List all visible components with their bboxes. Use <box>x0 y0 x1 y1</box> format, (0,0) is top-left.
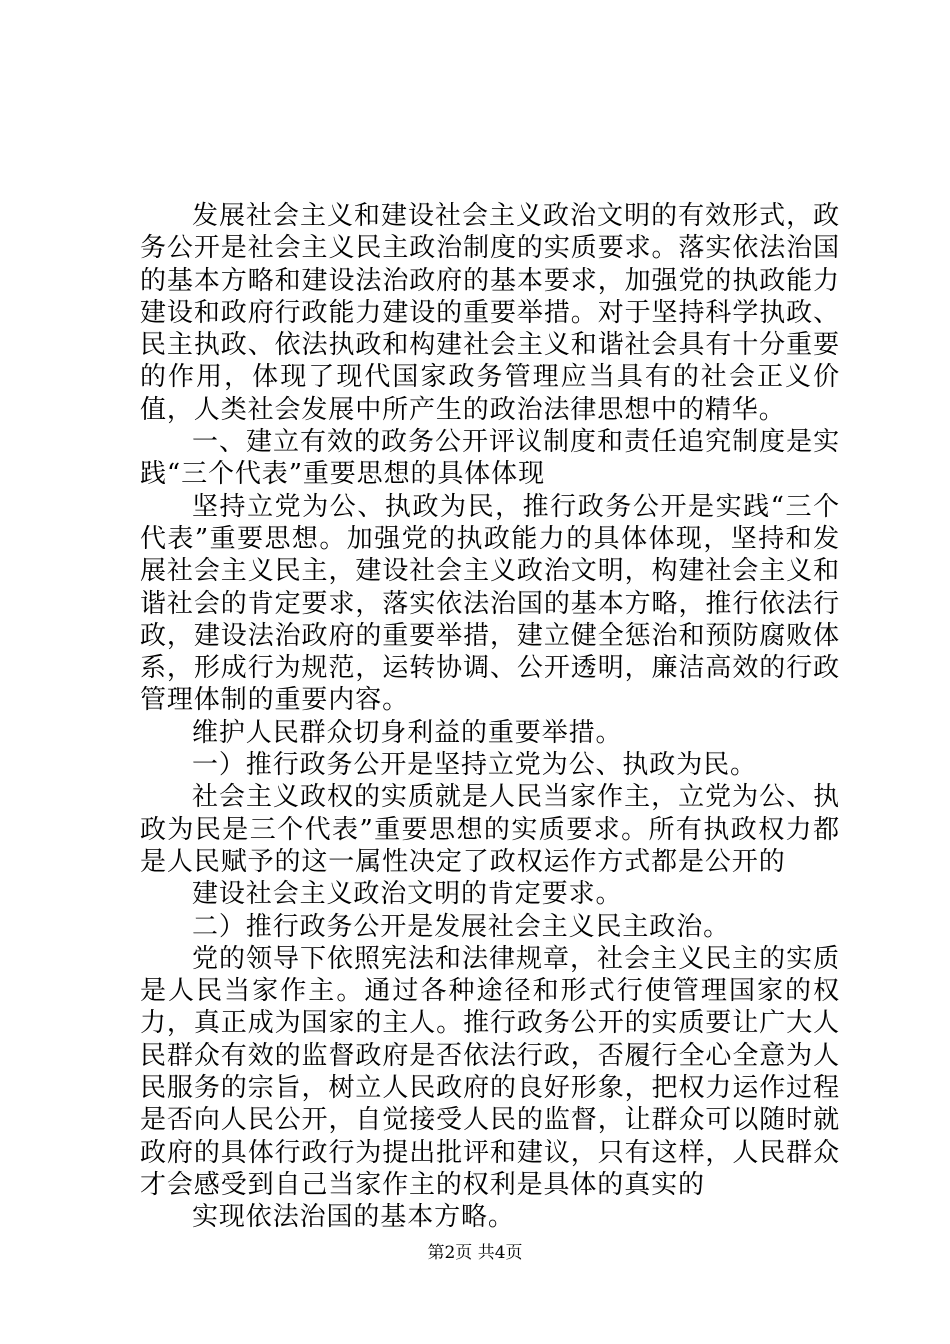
paragraph-2: 坚持立党为公、执政为民，推行政务公开是实践“三个代表”重要思想。加强党的执政能力的具体体现，坚持和发展社会主义民主，建设社会主义政治文明，构建社会主义和谐社会的肯定要求，落实依法治国的基本方略，推行依法行政，建设法治政府的重要举措，建立健全惩治和预防腐败体系，形成行为规范，运转协调、公开透明，廉洁高效的行政管理体制的重要内容。 <box>140 491 840 716</box>
subsection-heading-2: 二）推行政务公开是发展社会主义民主政治。 <box>192 911 731 942</box>
section-heading-1: 一、建立有效的政务公开评议制度和责任追究制度是实践“三个代表”重要思想的具体体现 <box>140 427 840 490</box>
page-footer: 第2页 共4页 <box>427 1243 523 1263</box>
paragraph-3: 维护人民群众切身利益的重要举措。 <box>192 717 623 748</box>
document-body <box>140 200 840 1234</box>
paragraph-6: 党的领导下依照宪法和法律规章，社会主义民主的实质是人民当家作主。通过各种途径和形式行使管理国家的权力，真正成为国家的主人。推行政务公开的实质要让广大人民群众有效的监督政府是否依法行政，否履行全心全意为人民服务的宗旨，树立人民政府的良好形象，把权力运作过程是否向人民公开，自觉接受人民的监督，让群众可以随时就政府的具体行政行为提出批评和建议，只有这样，人民群众才会感受到自己当家作主的权利是具体的真实的 <box>140 943 840 1200</box>
paragraph-4: 社会主义政权的实质就是人民当家作主，立党为公、执政为民是三个代表”重要思想的实质要求。所有执政权力都是人民赋予的这一属性决定了政权运作方式都是公开的 <box>140 782 840 877</box>
paragraph-5: 建设社会主义政治文明的肯定要求。 <box>192 879 623 910</box>
paragraph-1: 发展社会主义和建设社会主义政治文明的有效形式，政务公开是社会主义民主政治制度的实质要求。落实依法治国的基本方略和建设法治政府的基本要求，加强党的执政能力建设和政府行政能力建设的重要举措。对于坚持科学执政、民主执政、依法执政和构建社会主义和谐社会具有十分重要的作用，体现了现代国家政务管理应当具有的社会正义价值，人类社会发展中所产生的政治法律思想中的精华。 <box>140 201 840 425</box>
paragraph-7: 实现依法治国的基本方略。 <box>192 1202 515 1233</box>
subsection-heading-1: 一）推行政务公开是坚持立党为公、执政为民。 <box>192 750 757 781</box>
